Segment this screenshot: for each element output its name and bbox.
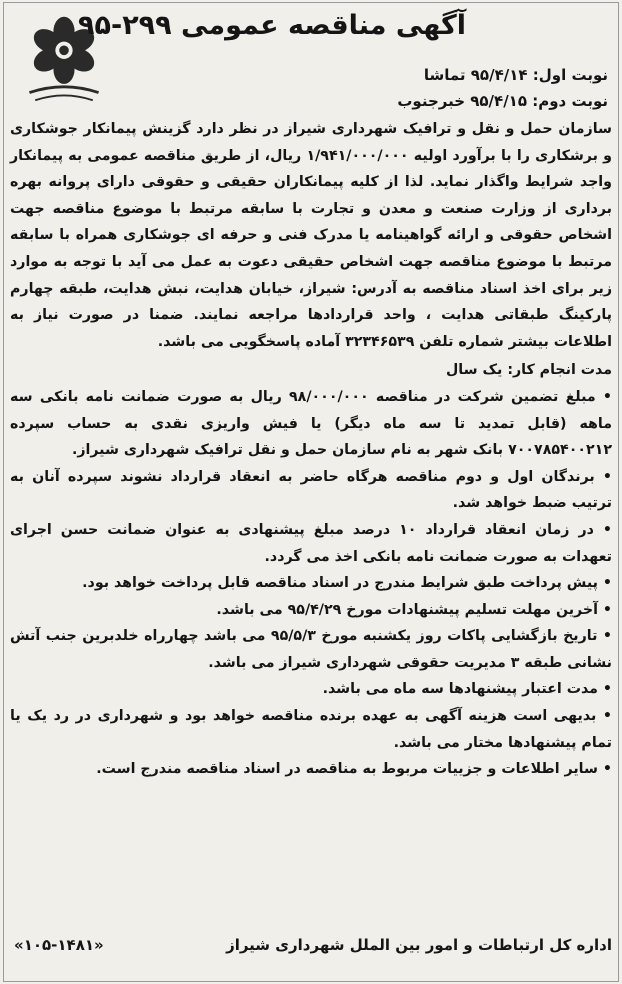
notice-header <box>6 4 616 116</box>
second-publication: نوبت دوم: ۹۵/۴/۱۵ خبرجنوب <box>397 92 608 110</box>
bullet-icon: • <box>602 521 612 538</box>
reference-number: «۱۰۵-۱۴۸۱» <box>14 936 104 954</box>
intro-paragraph: سازمان حمل و نقل و ترافیک شهرداری شیراز در نظر دارد گزینش پیمانکار جوشکاری و برشکاری را با برآورد اولیه ۱/۹۴۱/۰۰۰/۰۰۰ ریال، از طریق مناقصه عمومی به پیمانکار واجد شرایط واگذار نماید. لذا از کلیه پیمانکاران حقیقی و حقوقی دارای پروانه بهره برداری از وزارت صنعت و معدن و تجارت با سابقه مرتبط با موضوع مناقصه جهت اشخاص حقوقی و ارائه گواهینامه یا مدرک فنی و حرفه ای جوشکاری همراه با سابقه مرتبط با موضوع مناقصه جهت اشخاص حقیقی دعوت به عمل می آید با توجه به موارد زیر برای اخذ اسناد مناقصه به آدرس: شیراز، خیابان هدایت، نبش هدایت، طبقه چهارم پارکینگ طبقاتی هدایت ، واحد قراردادها مراجعه نمایند. ضمنا در صورت نیاز به اطلاعات بیشتر شماره تلفن ۳۲۳۴۶۵۳۹ آماده پاسخگویی می باشد. <box>10 121 612 350</box>
condition-item: • پیش پرداخت طبق شرایط مندرج در اسناد مناقصه قابل پرداخت خواهد بود. <box>82 575 612 592</box>
condition-item: • بدیهی است هزینه آگهی به عهده برنده مناقصه خواهد بود و شهرداری در رد یک یا تمام پیشنهادها مختار می باشد. <box>10 708 612 751</box>
condition-item: • سایر اطلاعات و جزییات مربوط به مناقصه در اسناد مناقصه مندرج است. <box>96 761 612 778</box>
bullet-icon: • <box>602 468 612 485</box>
bullet-icon: • <box>602 628 612 645</box>
condition-item: • تاریخ بازگشایی پاکات روز یکشنبه مورخ ۹۵/۵/۳ می باشد چهارراه خلدبرین جنب آتش نشانی طبقه ۳ مدیریت حقوقی شهرداری شیراز می باشد. <box>10 628 612 671</box>
condition-item: • مدت اعتبار پیشنهادها سه ماه می باشد. <box>322 681 612 698</box>
notice-border <box>3 2 619 982</box>
bullet-icon: • <box>602 388 612 405</box>
bullet-icon: • <box>602 708 612 725</box>
bullet-icon: • <box>602 761 612 778</box>
bullet-icon: • <box>602 601 612 618</box>
notice-title: آگهی مناقصه عمومی ۲۹۹-۹۵ <box>78 10 466 41</box>
first-publication: نوبت اول: ۹۵/۴/۱۴ تماشا <box>423 66 608 84</box>
condition-item: • مبلغ تضمین شرکت در مناقصه ۹۸/۰۰۰/۰۰۰ ریال به صورت ضمانت نامه بانکی سه ماهه (قابل تمدید تا سه ماه دیگر) یا فیش واریزی نقدی به حساب سپرده ۷۰۰۷۸۵۴۰۰۲۱۲ بانک شهر به نام سازمان حمل و نقل ترافیک شهرداری شیراز. <box>10 388 612 459</box>
condition-item: • برندگان اول و دوم مناقصه هرگاه حاضر به انعقاد قرارداد نشوند سپرده آنان به ترتیب ضبط خواهد شد. <box>10 468 612 512</box>
condition-item: • در زمان انعقاد قرارداد ۱۰ درصد مبلغ پیشنهادی به عنوان ضمانت حسن اجرای تعهدات به صورت ضمانت نامه بانکی اخذ می گردد. <box>10 521 612 565</box>
work-duration: مدت انجام کار: یک سال <box>446 362 612 379</box>
publisher-name: اداره کل ارتباطات و امور بین الملل شهرداری شیراز <box>226 936 612 954</box>
condition-item: • آخرین مهلت تسلیم پیشنهادات مورخ ۹۵/۴/۲۹ می باشد. <box>216 601 612 618</box>
notice-footer <box>14 936 612 954</box>
bullet-icon: • <box>602 575 612 592</box>
bullet-icon: • <box>602 681 612 698</box>
